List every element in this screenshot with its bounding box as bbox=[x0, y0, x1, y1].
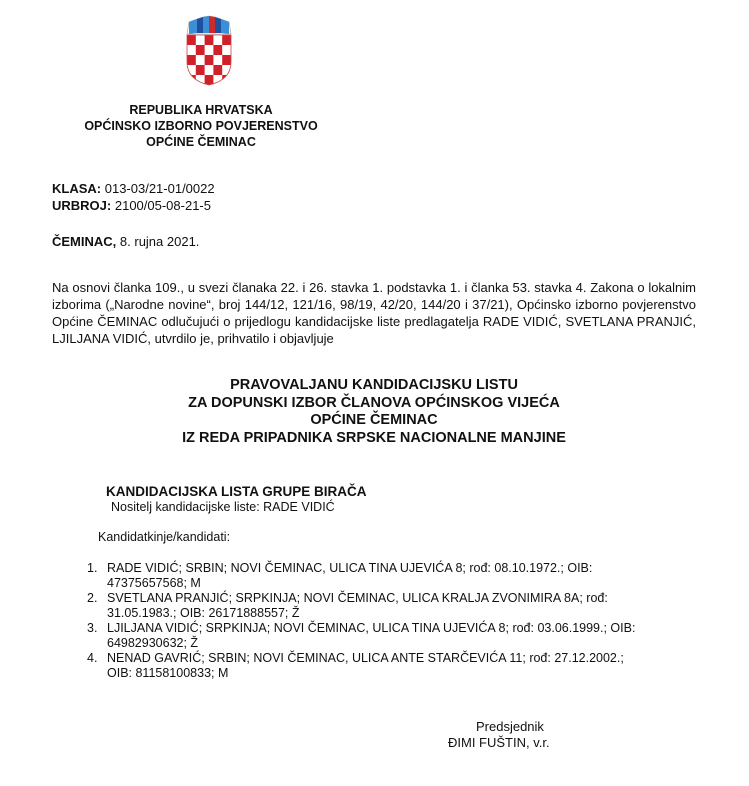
candidate-line-2: 64982930632; Ž bbox=[107, 636, 199, 650]
list-heading: KANDIDACIJSKA LISTA GRUPE BIRAČA bbox=[106, 484, 367, 499]
header-line-commission: OPĆINSKO IZBORNO POVJERENSTVO bbox=[84, 119, 318, 133]
header-line-republic: REPUBLIKA HRVATSKA bbox=[129, 103, 273, 117]
candidate-line-1: RADE VIDIĆ; SRBIN; NOVI ČEMINAC, ULICA TINA UJEVIĆA 8; rođ: 08.10.1972.; OIB: bbox=[107, 561, 593, 575]
signatory-name: ĐIMI FUŠTIN, v.r. bbox=[448, 735, 550, 750]
klasa-label: KLASA: bbox=[52, 181, 102, 196]
list-bearer: Nositelj kandidacijske liste: RADE VIDIĆ bbox=[111, 500, 335, 514]
issuer-header bbox=[40, 102, 362, 150]
list-item bbox=[87, 561, 687, 591]
candidate-line-1: NENAD GAVRIĆ; SRBIN; NOVI ČEMINAC, ULICA ANTE STARČEVIĆA 11; rođ: 27.12.2002.; bbox=[107, 651, 624, 665]
signatory-role: Predsjednik bbox=[476, 719, 544, 734]
place-date bbox=[52, 234, 199, 249]
document-date: 8. rujna 2021. bbox=[119, 234, 200, 249]
candidates-label: Kandidatkinje/kandidati: bbox=[98, 530, 231, 544]
title-line-2: ZA DOPUNSKI IZBOR ČLANOVA OPĆINSKOG VIJEĆA bbox=[188, 394, 560, 411]
candidate-line-1: LJILJANA VIDIĆ; SRPKINJA; NOVI ČEMINAC, ULICA TINA UJEVIĆA 8; rođ: 03.06.1999.; OIB: bbox=[107, 621, 636, 635]
candidate-line-2: 47375657568; M bbox=[107, 576, 201, 590]
signature-block bbox=[448, 719, 550, 751]
candidate-number: 3. bbox=[87, 621, 98, 635]
intro-paragraph: Na osnovi članka 109., u svezi članaka 22. i 26. stavka 1. podstavka 1. i članka 53. stavka 4. Zakona o lokalnim izborima („Narodne novine“, broj 144/12, 121/16, 98/19, 42/20, 144/20 i 37/21), Općinsko izborno povjerenstvo Općine ČEMINAC odlučujući o prijedlogu kandidacijske liste predlagatelja RADE VIDIĆ, SVETLANA PRANJIĆ, LJILJANA VIDIĆ, utvrdilo je, prihvatilo i objavljuje bbox=[52, 280, 696, 346]
candidate-line-2: OIB: 81158100833; M bbox=[107, 666, 229, 680]
klasa-row bbox=[52, 180, 215, 197]
candidate-number: 4. bbox=[87, 651, 98, 665]
croatian-coat-of-arms-icon bbox=[183, 14, 235, 86]
candidate-number: 1. bbox=[87, 561, 98, 575]
urbroj-row bbox=[52, 197, 215, 214]
document-reference bbox=[52, 180, 215, 214]
candidate-line-1: SVETLANA PRANJIĆ; SRPKINJA; NOVI ČEMINAC, ULICA KRALJA ZVONIMIRA 8A; rođ: bbox=[107, 591, 608, 605]
crown-icon bbox=[187, 16, 231, 34]
candidate-line-2: 31.05.1983.; OIB: 26171888557; Ž bbox=[107, 606, 300, 620]
klasa-value: 013-03/21-01/0022 bbox=[104, 181, 215, 196]
place-name: ČEMINAC, bbox=[52, 234, 117, 249]
title-line-1: PRAVOVALJANU KANDIDACIJSKU LISTU bbox=[230, 377, 518, 393]
title-line-3: OPĆINE ČEMINAC bbox=[310, 412, 438, 428]
list-item bbox=[87, 651, 687, 681]
urbroj-label: URBROJ: bbox=[52, 198, 112, 213]
document-title bbox=[52, 377, 696, 447]
header-line-municipality: OPĆINE ČEMINAC bbox=[146, 135, 256, 149]
candidate-number: 2. bbox=[87, 591, 98, 605]
candidate-list bbox=[87, 561, 687, 681]
urbroj-value: 2100/05-08-21-5 bbox=[114, 198, 211, 213]
list-item bbox=[87, 621, 687, 651]
list-item bbox=[87, 591, 687, 621]
title-line-4: IZ REDA PRIPADNIKA SRPSKE NACIONALNE MANJINE bbox=[182, 429, 566, 446]
